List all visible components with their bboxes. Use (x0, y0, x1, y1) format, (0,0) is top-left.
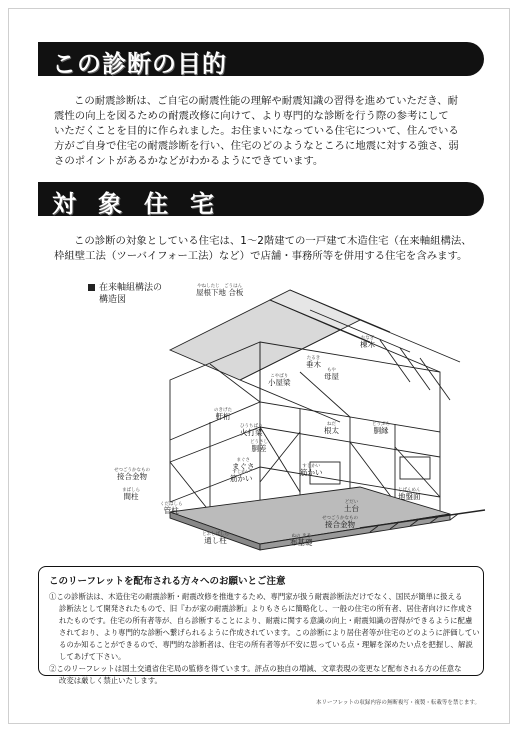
purpose-line: この耐震診断は、ご自宅の耐震性能の理解や耐震知識の習得を進めていただき、耐 (74, 95, 459, 107)
label-through-column: とおしばしら 通し柱 (202, 532, 229, 545)
purpose-line: さのポイントがあるかなどがわかるようにできています。 (54, 155, 324, 167)
section-title-target: 対象住宅 (52, 190, 236, 218)
label-roof-sheathing: やねしたじ ごうはん 屋根下地 合板 (196, 284, 244, 297)
label-purlin: もや 母屋 (324, 368, 339, 381)
notice-item1-line: ①この診断法は、木造住宅の耐震診断・耐震改修を推進するため、専門家が扱う耐震診断法だけでなく、国民が簡単に扱える (49, 592, 463, 601)
notice-item1-line: されており、より専門的な診断へ繋げられるように作成されています。この診断により居住者等が住宅のどのように評価してい (59, 628, 480, 637)
purpose-line: いただくことを目的に作られました。お住まいになっている住宅について、住んでいる (54, 125, 459, 137)
caption-line: 在来軸組構法の (99, 283, 163, 293)
target-line: 枠組壁工法（ツーバイフォー工法）など）で店舗・事務所等を併用する住宅を含みます。 (54, 250, 468, 262)
purpose-paragraph (54, 94, 484, 169)
notice-box (38, 566, 484, 685)
label-joist: ねだ 根太 (324, 422, 339, 435)
label-eaves-girder: のきげた 軒桁 (214, 408, 232, 421)
label-continuous-footing: ぬの きそ 布基礎 (290, 534, 313, 547)
label-connector-hardware-2: せつごうかなもの 接合金物 (322, 516, 358, 529)
section-title-purpose: この診断の目的 (52, 50, 227, 78)
target-paragraph (54, 234, 484, 264)
purpose-line: 震性の向上を図るための耐震改修に向けて、より専門的な診断を行う際の参考にして (54, 110, 449, 122)
label-roof-beam: こやばり 小屋梁 (268, 374, 291, 387)
label-lintel: まぐさ まぐさ (232, 458, 255, 471)
label-rafter: たるき 垂木 (306, 356, 321, 369)
notice-item2-line: 改変は厳しく禁止いたします。 (59, 676, 162, 685)
label-sill: どだい 土台 (344, 500, 359, 513)
target-line: この診断の対象としている住宅は、1～2階建ての一戸建て木造住宅（在来軸組構法、 (74, 235, 472, 247)
notice-item1-line: 診断法として開発されたもので、旧『わが家の耐震診断』よりもさらに簡略化し、一般の住宅の所有者、居住者向けに作成さ (59, 604, 473, 613)
label-brace-1: すじかい 筋かい (230, 470, 253, 483)
label-girth: どうさし 胴差 (250, 440, 268, 453)
label-ground-surface: じばんめん 地盤面 (398, 488, 421, 501)
label-connector-hardware-1: せつごうかなもの 接合金物 (114, 468, 150, 481)
notice-item2-line: ②このリーフレットは国土交通省住宅局の監修を得ています。評点の独自の増減、文章表現の変更など配布される方の任意な (49, 664, 462, 673)
label-angle-brace-beam: ひうちばり 火打梁 (240, 424, 263, 437)
notice-item1-line: してあげて下さい。 (59, 652, 126, 661)
label-furring: どうぶち 胴縁 (372, 422, 390, 435)
label-stud: まばしら 間柱 (122, 488, 140, 501)
structure-diagram (110, 282, 490, 552)
bullet-square-icon (88, 284, 95, 291)
label-ridge-beam: むなぎ 棟木 (360, 336, 375, 349)
purpose-line: 方がご自身で住宅の耐震診断を行い、住宅のどのようなところに地震に対する強さ、弱 (54, 140, 459, 152)
notice-title: このリーフレットを配布される方々へのお願いとご注意 (49, 576, 286, 587)
notice-item1-line: れたものです。住宅の所有者等が、自ら診断することにより、耐震に関する意識の向上・耐震知識の習得ができるように配慮 (59, 616, 473, 625)
notice-item1-line: るのか知ることができるので、専門的な診断者は、住宅の所有者等が不安に思っている点・理解を深めたい点を把握し、解説 (59, 640, 473, 649)
copyright-footnote: 本リーフレットの収録内容の無断複写・複製・転載等を禁じます。 (315, 700, 480, 706)
label-brace-2: すじかい 筋かい (300, 464, 323, 477)
label-column: くだばしら 管柱 (160, 502, 183, 515)
caption-line: 構造図 (99, 295, 127, 305)
